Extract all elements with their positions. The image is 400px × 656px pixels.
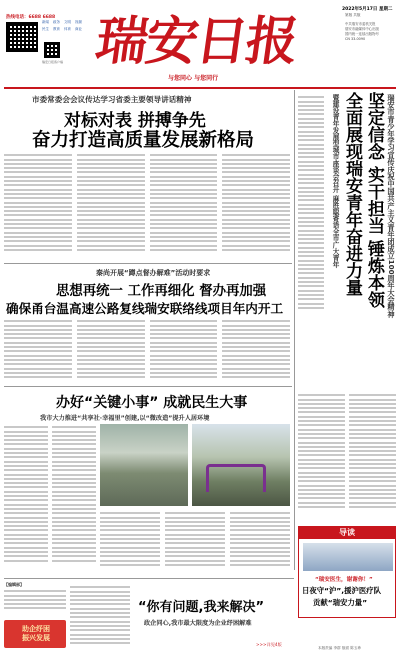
icon-label: 视频 [75, 20, 82, 24]
see-page-link[interactable]: >>>详见4版 [256, 642, 282, 647]
top-story-headline-a: 对标对表 拼搏争先 [64, 111, 206, 131]
edition-info: 第版 共版 [345, 13, 361, 17]
section-divider [4, 263, 292, 264]
app-qr-code [44, 42, 60, 58]
guide-photo [303, 543, 393, 571]
fitness-equipment [206, 464, 266, 492]
editor-note-label: 【编辑部】 [4, 582, 24, 587]
publisher-info [345, 22, 397, 42]
side-story-body-lower [298, 392, 396, 522]
icon-label: 商业 [75, 27, 82, 31]
side-story-title-col2: 全面展现瑞安青年奋进力量 [342, 92, 362, 296]
bottom-story-subheadline: 政企同心,我市最大限度为企业纾困解难 [144, 620, 252, 627]
icon-label: 体育 [64, 27, 71, 31]
masthead-slogan: 与您同心 与您同行 [168, 75, 219, 82]
bottom-story-body-left [70, 584, 130, 648]
third-story-subheadline: 我市大力推进“共享社·幸福里”创建,以“微改造”提升人居环境 [40, 415, 210, 422]
hotline-label: 热线电话：6688 6688 [6, 15, 56, 20]
footer-credits: 本版责编 李群 版面 陈玉珍 [318, 646, 361, 650]
top-story-body [4, 152, 290, 260]
side-story-body [298, 94, 324, 324]
publisher-line: 中共瑞安市委机关报 [345, 22, 376, 26]
guide-headline-b: 贡献“瑞安力量” [313, 598, 368, 607]
icon-label: 政务 [53, 20, 60, 24]
editor-note-box [4, 582, 66, 650]
second-story-headline-b: 确保甬台温高速公路复线瑞安联络线项目年内开工 [6, 301, 284, 316]
guide-quote: “瑞安医生，谢谢你！” [315, 577, 373, 583]
icon-label: 文明 [64, 20, 71, 24]
third-story-body-right [100, 510, 290, 574]
publisher-line: 瑞安市融媒体中心出版 [345, 27, 379, 31]
second-story-kicker: 秦尚开展“蹲点督办解难”活动时要求 [96, 269, 211, 277]
top-story-headline-b: 奋力打造高质量发展新格局 [32, 130, 255, 151]
column-divider [294, 90, 295, 570]
third-story-body-left [4, 424, 96, 574]
icon-label: 民生 [42, 27, 49, 31]
relief-banner [4, 620, 66, 648]
masthead-divider [4, 87, 396, 89]
qr-caption: 瑞安日报客户端 [42, 60, 64, 64]
masthead-qr-code [6, 22, 38, 52]
guide-box [298, 526, 396, 618]
guide-label: 导读 [299, 527, 395, 539]
second-story-headline-a: 思想再统一 工作再细化 督办再加强 [56, 284, 267, 299]
side-story-kicker-col1: 瑞安市青少年学习宣传庆祝中国共产主义青年团成立100周年大会精神 [387, 94, 396, 318]
icon-label: 新闻 [42, 20, 49, 24]
bottom-story-headline: “你有问题,我来解决” [138, 600, 265, 615]
story-photo-corridor [100, 424, 188, 506]
third-story-headline: 办好“关键小事” 成就民生大事 [56, 395, 248, 411]
second-story-body [4, 318, 290, 384]
relief-banner-text: 助企纾困 振兴发展 [22, 625, 50, 642]
side-story-kicker-col2: 暨建设青年发展型城市座谈会召开 麻胜聪寄语全市广大青年 [331, 94, 339, 268]
issue-date: 2022年5月17日 星期二 [342, 7, 393, 12]
publisher-line: CN 33-0090 [345, 37, 366, 41]
side-story-title-col1: 坚定信念 实干担当 锤炼本领 [364, 92, 384, 308]
section-divider [4, 386, 292, 387]
masthead-title: 瑞安日报 [91, 11, 301, 72]
guide-headline-a: 日夜守“沪”,援沪医疗队 [302, 586, 382, 595]
publisher-line: 国内统一连续出版物号 [345, 32, 379, 36]
masthead [0, 0, 400, 88]
top-story-kicker: 市委常委会会议传达学习省委主要领导讲话精神 [32, 95, 192, 104]
section-divider [4, 578, 294, 579]
icon-label: 教育 [53, 27, 60, 31]
app-icon-grid [42, 20, 82, 68]
story-photo-street [192, 424, 290, 506]
